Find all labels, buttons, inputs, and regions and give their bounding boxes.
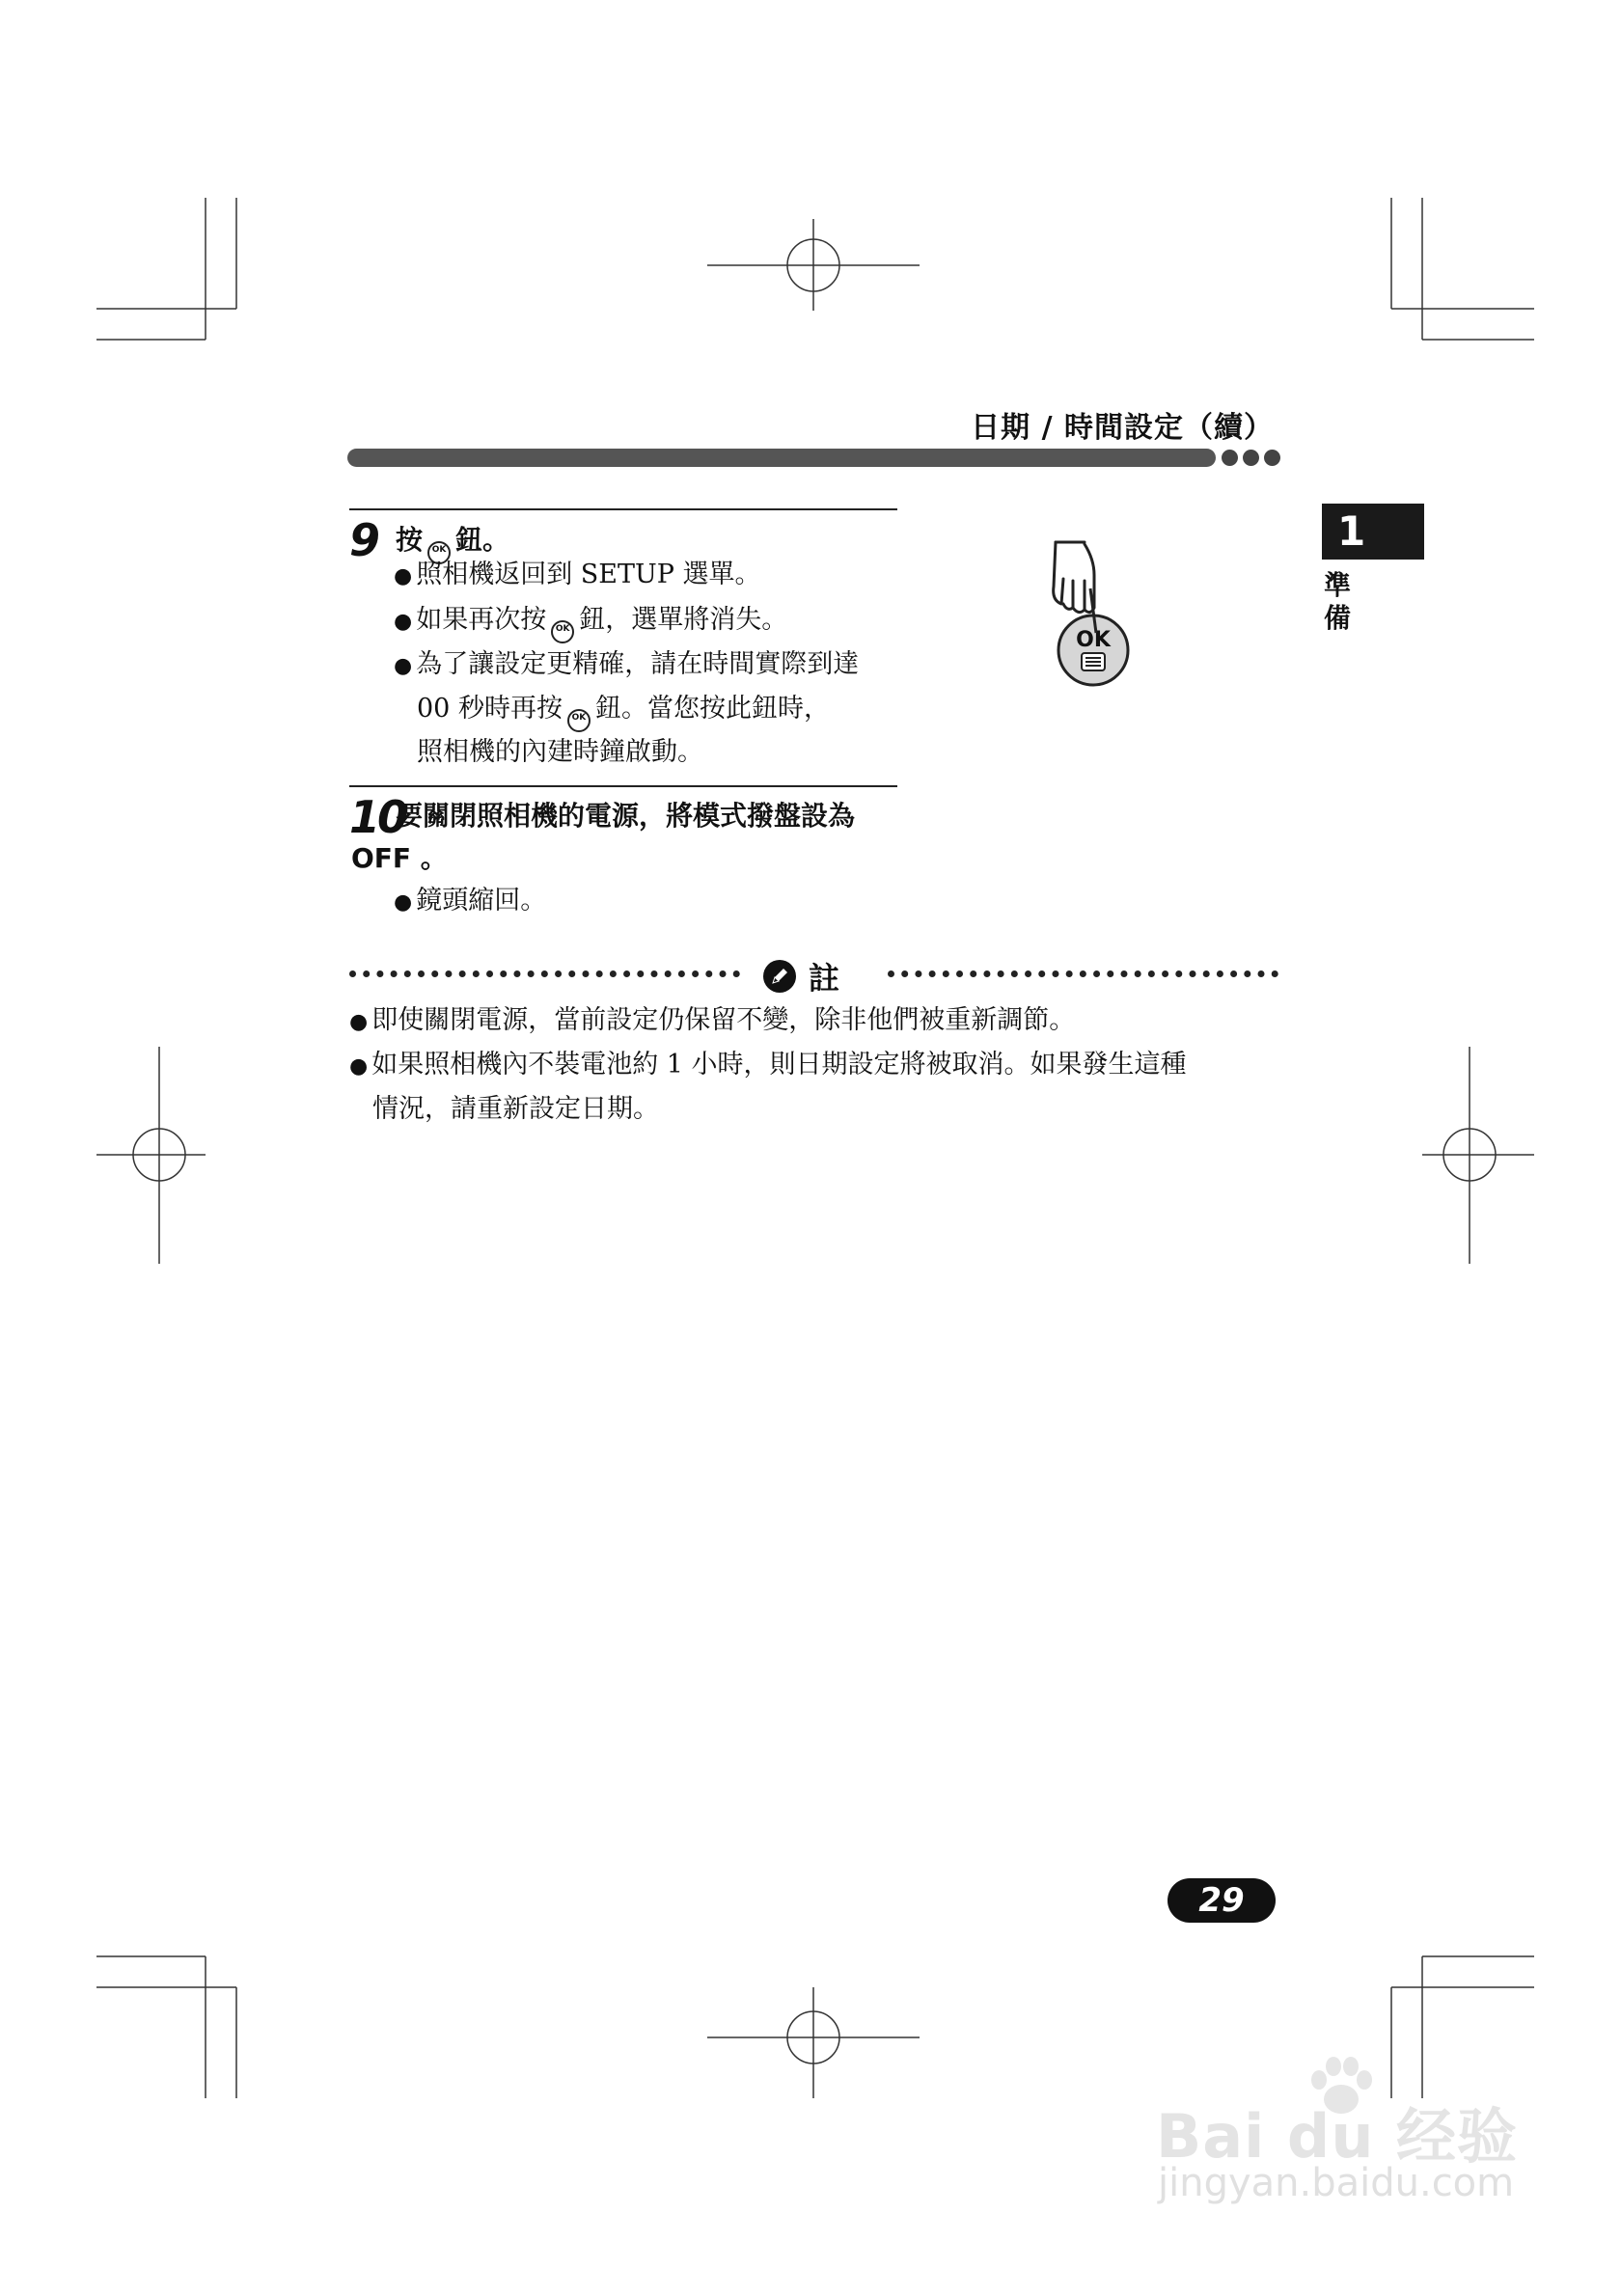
- section-title: 日期 / 時間設定（續）: [971, 411, 1274, 445]
- finger-pressing-ok-button-icon: [1042, 531, 1148, 695]
- header-dot: [1243, 450, 1259, 466]
- watermark-url: jingyan.baidu.com: [1158, 2161, 1515, 2205]
- pencil-note-icon: [762, 959, 797, 994]
- step-9-bullet-1: ● 照相機返回到 SETUP 選單。: [394, 560, 761, 589]
- step-10-number: 10: [349, 791, 406, 843]
- step-9-number: 9: [349, 514, 378, 566]
- note-header: [762, 955, 868, 998]
- ok-button-icon: OK: [551, 620, 574, 643]
- step-10-heading-line-2: OFF 。: [351, 842, 448, 874]
- step-9-bullet-3: ● 為了讓設定更精確，請在時間實際到達: [394, 649, 860, 679]
- step-9-bullet-2: ● 如果再次按 OK 鈕，選單將消失。: [394, 599, 787, 643]
- header-dot: [1222, 450, 1238, 466]
- header-dot: [1264, 450, 1280, 466]
- step-9-bullet-3-cont: 照相機的內建時鐘啟動。: [417, 737, 703, 767]
- chapter-number: 1: [1322, 504, 1424, 560]
- ok-button-icon: OK: [427, 541, 451, 564]
- chapter-label: 準 備: [1324, 569, 1352, 634]
- step-10-bullet-1: ● 鏡頭縮回。: [394, 886, 547, 916]
- note-title: 註: [809, 960, 840, 997]
- header-rule: [347, 449, 1216, 467]
- note-bullet-2-cont: 情況，請重新設定日期。: [372, 1094, 659, 1124]
- ok-button-icon: OK: [567, 709, 591, 732]
- page-number: 29: [1168, 1878, 1276, 1923]
- note-divider-left: [349, 970, 740, 977]
- note-bullet-1: ● 即使關閉電源，當前設定仍保留不變，除非他們被重新調節。: [349, 1005, 1076, 1035]
- watermark-brand: Bai du 经验: [1156, 2101, 1519, 2172]
- step-10-heading-line-1: 要關閉照相機的電源，將模式撥盤設為: [396, 800, 856, 832]
- note-bullet-2: ● 如果照相機內不裝電池約 1 小時，則日期設定將被取消。如果發生這種: [349, 1050, 1187, 1080]
- note-divider-right: [888, 970, 1278, 977]
- step-9-bullet-3-cont: 00 秒時再按 OK 鈕。當您按此鈕時，: [417, 688, 830, 732]
- step-10-rule: [349, 785, 897, 787]
- ok-button-label: OK: [1076, 628, 1111, 652]
- step-9-heading: 按 OK 鈕。: [396, 519, 509, 564]
- step-9-rule: [349, 508, 897, 510]
